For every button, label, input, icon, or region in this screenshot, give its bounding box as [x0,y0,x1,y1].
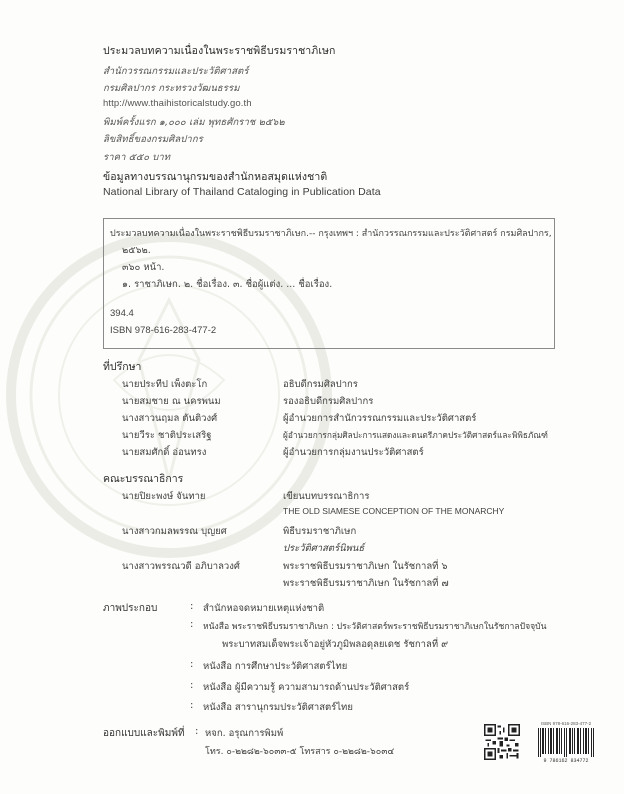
advisor-name: นายประทีป เพ็งตะโก [122,379,208,390]
advisor-name: นายสมชาย ณ นครพนม [122,396,221,407]
editor-role: พิธีบรมราชาภิเษก [283,526,357,537]
editor-name: นางสาวกมลพรรณ บุญยศ [122,526,227,537]
source-item: หนังสือ สารานุกรมประวัติศาสตร์ไทย [203,702,353,713]
advisor-name: นางสาวนฤมล ตันติวงศ์ [122,413,218,424]
edition-info: พิมพ์ครั้งแรก ๑,๐๐๐ เล่ม พุทธศักราช ๒๕๖๒ [103,117,285,128]
printer-name: หจก. อรุณการพิมพ์ [205,728,284,739]
publisher: สำนักวรรณกรรมและประวัติศาสตร์ [103,66,249,77]
source-item: หนังสือ ผู้มีความรู้ ความสามารถด้านประวัติศาสตร์ [203,682,410,693]
advisor-role: ผู้อำนวยการกลุ่มงานประวัติศาสตร์ [283,447,424,458]
source-item: หนังสือ การศึกษาประวัติศาสตร์ไทย [203,661,348,672]
advisor-role: อธิบดีกรมศิลปากร [283,379,358,390]
editor-role: ประวัติศาสตร์นิพนธ์ [283,543,365,554]
sources-colon: : [190,700,194,711]
cataloging-isbn: ISBN 978-616-283-477-2 [110,325,217,336]
barcode-icon [537,728,595,757]
sources-colon: : [190,659,194,670]
cataloging-entry: ประมวลบทความเนื่องในพระราชพิธีบรมราชาภิเษก.-- กรุงเทพฯ : สำนักวรรณกรรมและประวัติศาสตร์ กรมศิลปากร, [110,229,552,239]
editor-name: นางสาวพรรณวดี อภิบาลวงศ์ [122,561,240,572]
price: ราคา ๕๕๐ บาท [103,152,171,163]
source-item: พระบาทสมเด็จพระเจ้าอยู่หัวภูมิพลอดุลยเดช รัชกาลที่ ๙ [222,639,449,650]
advisor-name: นายวีระ ชาติประเสริฐ [122,430,212,441]
copyright-notice: ลิขสิทธิ์ของกรมศิลปากร [103,134,203,145]
sources-colon: : [190,619,194,630]
editor-role: พระราชพิธีบรมราชาภิเษก ในรัชกาลที่ ๖ [283,561,448,572]
website-url: http://www.thaihistoricalstudy.go.th [103,98,252,109]
cataloging-heading-th: ข้อมูลทางบรรณานุกรมของสำนักหอสมุดแห่งชาติ [103,171,328,183]
cataloging-heading-en: National Library of Thailand Cataloging in Publication Data [103,186,381,198]
cataloging-box [103,218,555,349]
book-title: ประมวลบทความเนื่องในพระราชพิธีบรมราชาภิเษก [103,45,336,57]
editor-role: เขียนบทบรรณาธิการ [283,491,370,502]
editor-role: พระราชพิธีบรมราชาภิเษก ในรัชกาลที่ ๗ [283,578,449,589]
cataloging-classification: 394.4 [110,308,134,319]
cataloging-subjects: ๑. ราชาภิเษก. ๒. ชื่อเรื่อง. ๓. ชื่อผู้แต่ง. ... ชื่อเรื่อง. [122,279,333,290]
advisor-role: ผู้อำนวยการกลุ่มศิลปะการแสดงและดนตรีภาคประวัติศาสตร์และพิพิธภัณฑ์ [283,430,548,440]
department: กรมศิลปากร กระทรวงวัฒนธรรม [103,83,240,94]
qr-code-icon [484,724,520,760]
isbn-barcode [535,721,597,765]
sources-label: ภาพประกอบ [103,603,158,614]
sources-colon: : [190,601,194,612]
barcode-number: 9 786162 834772 [543,758,589,764]
barcode-isbn-text: ISBN 978-616-283-477-2 [540,721,592,726]
editors-heading: คณะบรรณาธิการ [103,473,184,485]
advisor-role: รองอธิบดีกรมศิลปากร [283,396,374,407]
cataloging-pages: ๓๖๐ หน้า. [122,262,165,273]
printer-label: ออกแบบและพิมพ์ที่ [103,728,185,739]
printer-contact: โทร. ๐-๒๒๘๒-๖๐๓๓-๕ โทรสาร ๐-๒๒๘๒-๖๐๓๔ [205,747,395,757]
source-item: หนังสือ พระราชพิธีบรมราชาภิเษก : ประวัติศาสตร์พระราชพิธีบรมราชาภิเษกในรัชกาลปัจจุบัน [203,622,547,632]
cataloging-year: ๒๕๖๒. [122,245,151,256]
sources-colon: : [190,680,194,691]
advisor-role: ผู้อำนวยการสำนักวรรณกรรมและประวัติศาสตร์ [283,413,477,424]
advisors-heading: ที่ปรึกษา [103,361,142,373]
advisor-name: นายสมศักดิ์ อ่อนทรง [122,447,207,458]
source-item: สำนักหอจดหมายเหตุแห่งชาติ [203,603,325,614]
editor-role: THE OLD SIAMESE CONCEPTION OF THE MONARCHY [283,506,505,516]
printer-colon: : [195,726,199,737]
editor-name: นายปิยะพงษ์ จันทาย [122,491,206,502]
